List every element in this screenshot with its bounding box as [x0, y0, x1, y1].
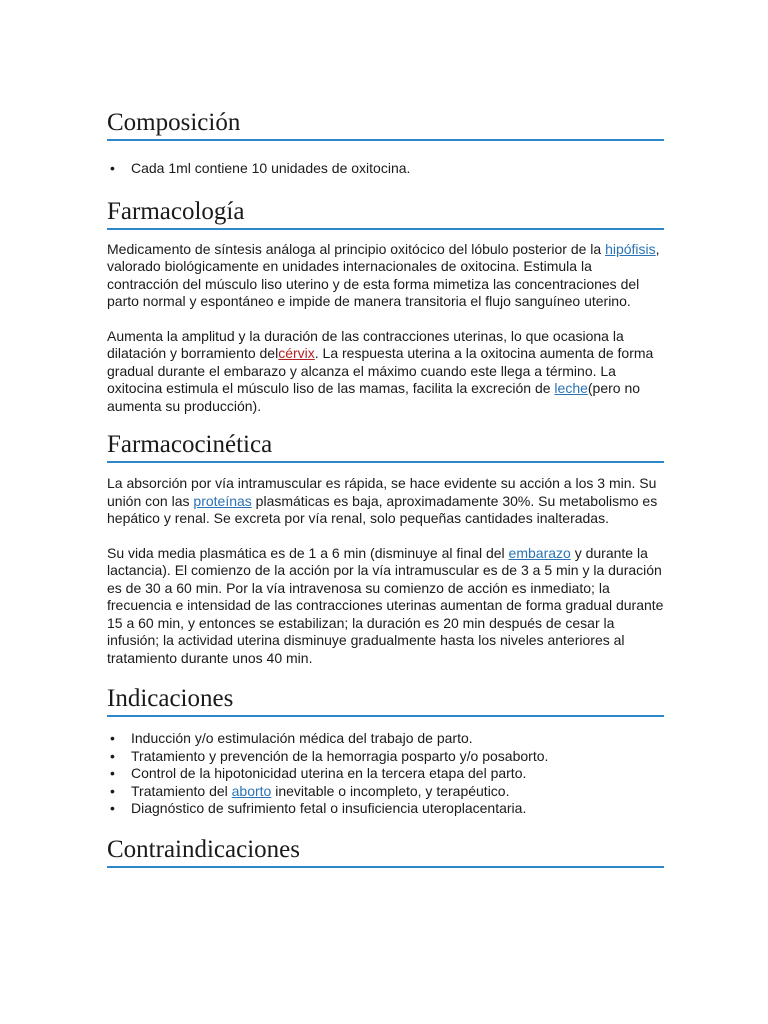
- text-run: y durante la lactancia). El comienzo de la acción por la vía intramuscular es de 3 a 5 min y la duración es de 30 a 60 min. Por la vía intravenosa su comienzo de acción es inmediato; la frecuencia e intensidad de las contracciones uterinas aumentan de forma gradual durante 15 a 60 min, y entonces se estabilizan; la duración es 20 min después de cesar la infusión; la actividad uterina disminuye gradualmente hasta los niveles anteriores al tratamiento durante unos 40 min.: [107, 544, 664, 666]
- heading-farmacocinetica: Farmacocinética: [107, 430, 664, 463]
- link-cervix[interactable]: cérvix: [278, 345, 315, 361]
- list-item: • Control de la hipotonicidad uterina en la tercera etapa del parto.: [131, 765, 664, 783]
- text-run: , valorado biológicamente en unidades internacionales de oxitocina. Estimula la contracción del músculo liso uterino y de esta forma mimetiza las concentraciones del parto normal y espontáneo e impide de manera transitoria el flujo sanguíneo uterino.: [107, 240, 660, 309]
- text-run: Aumenta la amplitud y la duración de las contracciones uterinas, lo que ocasiona la dilatación y borramiento del: [107, 327, 624, 361]
- text-run: Su vida media plasmática es de 1 a 6 min (disminuye al final del: [107, 544, 509, 561]
- heading-contraindicaciones: Contraindicaciones: [107, 835, 664, 868]
- text-run: Medicamento de síntesis análoga al principio oxitócico del lóbulo posterior de la: [107, 240, 606, 257]
- link-embarazo[interactable]: embarazo: [508, 544, 571, 561]
- text-run: plasmáticas es baja, aproximadamente 30%. Su metabolismo es hepático y renal. Se excreta por vía renal, solo pequeñas cantidades inalteradas.: [107, 492, 658, 526]
- list-item: • Tratamiento y prevención de la hemorragia posparto y/o posaborto.: [131, 748, 664, 766]
- text-run: Tratamiento del: [131, 782, 232, 799]
- indicaciones-list: [107, 730, 664, 818]
- text-run: inevitable o incompleto, y terapéutico.: [271, 782, 510, 799]
- list-item: [131, 783, 664, 801]
- list-item: • Cada 1ml contiene 10 unidades de oxitocina.: [131, 160, 664, 178]
- list-item: • Inducción y/o estimulación médica del trabajo de parto.: [131, 730, 664, 748]
- heading-indicaciones: Indicaciones: [107, 684, 664, 717]
- link-proteinas[interactable]: proteínas: [193, 492, 252, 509]
- heading-farmacologia: Farmacología: [107, 197, 664, 230]
- composicion-list: [107, 160, 664, 178]
- link-leche[interactable]: leche: [554, 380, 588, 396]
- farmacologia-paragraph-2: [107, 328, 664, 416]
- link-hipofisis[interactable]: hipófisis: [605, 240, 656, 257]
- farmacocinetica-paragraph-1: [107, 475, 664, 528]
- text-run: . La respuesta uterina a la oxitocina aumenta de forma gradual durante el embarazo y alcanza el máximo cuando este llega a término. La oxitocina estimula el músculo liso de las mamas, facilita la excreción de: [107, 345, 654, 396]
- text-run: La absorción por vía intramuscular es rápida, se hace evidente su acción a los 3 min. Su unión con las: [107, 475, 657, 509]
- link-aborto[interactable]: aborto: [231, 782, 272, 799]
- text-run: (pero no aumenta su producción).: [107, 380, 641, 414]
- farmacologia-paragraph-1: [107, 241, 664, 311]
- farmacocinetica-paragraph-2: [107, 545, 664, 668]
- heading-composicion: Composición: [107, 108, 664, 141]
- list-item: • Diagnóstico de sufrimiento fetal o insuficiencia uteroplacentaria.: [131, 800, 664, 818]
- article-body: [107, 108, 664, 868]
